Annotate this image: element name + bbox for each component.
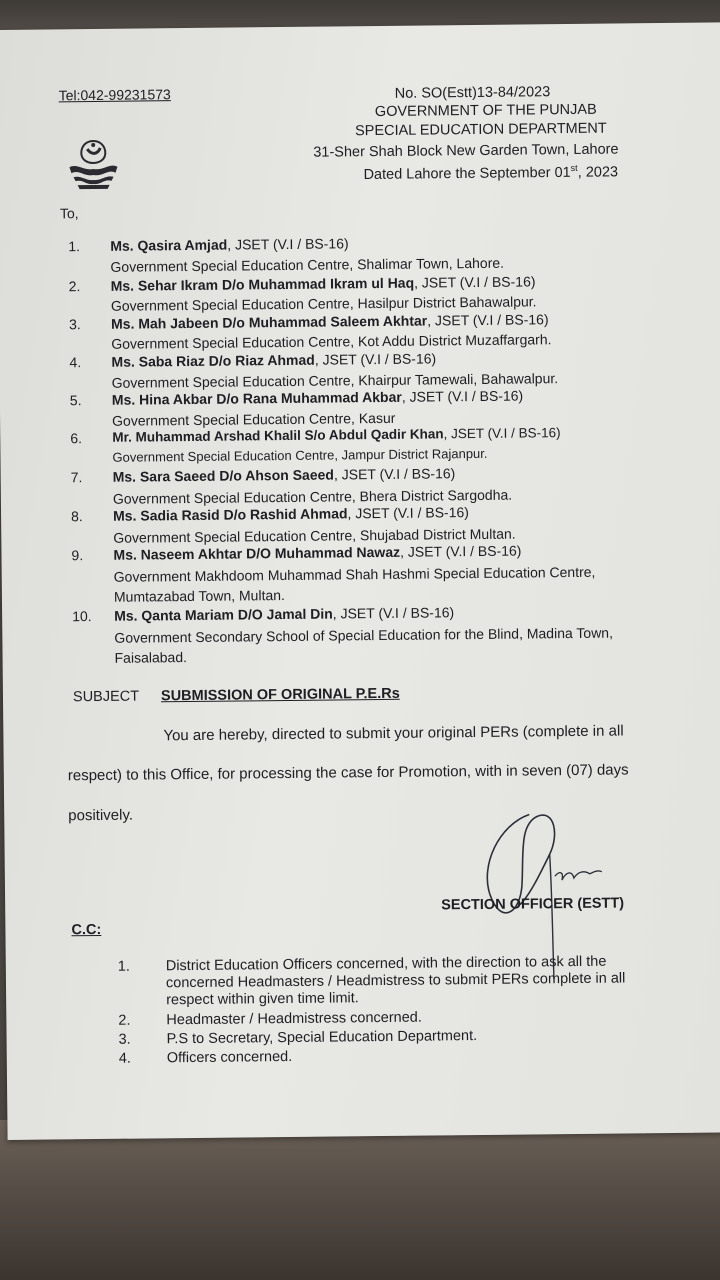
recipient-institution: Government Special Education Centre, Bhera District Sargodha. xyxy=(112,486,513,507)
cc-item: 2. Headmaster / Headmistress concerned. xyxy=(118,1009,422,1029)
recipient-name: Ms. Saba Riaz D/o Riaz Ahmad xyxy=(111,351,315,370)
recipient-institution: Government Special Education Centre, Hasilpur District Bahawalpur. xyxy=(110,293,537,314)
cc-item: 1. District Education Officers concerned, with the direction to ask all the concerned Headmasters / Headmistress to submit PERs complete in all respect within given time limit. xyxy=(117,953,626,1009)
recipient-item: 5. Ms. Hina Akbar D/o Rana Muhammad Akbar, JSET (V.I / BS-16) Government Special Education Centre, Kasur xyxy=(0,385,720,393)
letter-number: No. SO(Estt)13-84/2023 xyxy=(394,84,551,102)
recipient-name: Ms. Sehar Ikram D/o Muhammad Ikram ul Haq xyxy=(110,274,415,294)
cc-item: 4. Officers concerned. xyxy=(118,1048,293,1067)
body-line-2: respect) to this Office, for processing the case for Promotion, with in seven (07) days xyxy=(67,761,629,785)
letter-page xyxy=(0,22,720,1140)
telephone-number: Tel:042-99231573 xyxy=(58,86,171,104)
recipient-institution: Government Special Education Centre, Shujabad District Multan. xyxy=(113,525,516,546)
cc-item: 3. P.S to Secretary, Special Education Department. xyxy=(118,1028,478,1048)
section-officer-designation: SECTION OFFICER (ESTT) xyxy=(441,895,625,914)
recipient-name: Mr. Muhammad Arshad Khalil S/o Abdul Qadir Khan xyxy=(112,426,444,445)
recipient-name: Ms. Qanta Mariam D/O Jamal Din xyxy=(114,605,333,624)
recipient-item: 9. Ms. Naseem Akhtar D/O Muhammad Nawaz, JSET (V.I / BS-16) Government Makhdoom Muhammad Shah Hashmi Special Education Centre, Mumtazabad Town, Multan. xyxy=(1,540,720,548)
recipient-institution: Government Secondary School of Special Education for the Blind, Madina Town, Faisalabad. xyxy=(114,624,614,666)
background-bottom xyxy=(0,1120,720,1280)
recipient-name: Ms. Hina Akbar D/o Rana Muhammad Akbar xyxy=(111,388,402,408)
body-line-3: positively. xyxy=(68,806,134,825)
recipient-item: 1. Ms. Qasira Amjad, JSET (V.I / BS-16) Government Special Education Centre, Shalimar Town, Lahore. xyxy=(0,231,718,239)
subject-label: SUBJECT xyxy=(72,688,140,706)
department-heading: SPECIAL EDUCATION DEPARTMENT xyxy=(354,120,607,140)
recipient-name: Ms. Mah Jabeen D/o Muhammad Saleem Akhtar xyxy=(110,312,428,332)
recipient-item: 2. Ms. Sehar Ikram D/o Muhammad Ikram ul Haq, JSET (V.I / BS-16) Government Special Education Centre, Hasilpur District Bahawalpur. xyxy=(0,271,719,279)
cc-label: C.C: xyxy=(71,921,102,939)
recipient-name: Ms. Qasira Amjad xyxy=(110,236,228,254)
recipient-institution: Government Special Education Centre, Khairpur Tamewali, Bahawalpur. xyxy=(111,370,559,391)
body-line-1: You are hereby, directed to submit your original PERs (complete in all xyxy=(163,722,624,745)
recipient-item: 10. Ms. Qanta Mariam D/O Jamal Din, JSET (V.I / BS-16) Government Secondary School of Special Education for the Blind, Madina Town, Faisalabad. xyxy=(2,601,720,609)
punjab-emblem-icon xyxy=(63,137,124,194)
recipient-item: 8. Ms. Sadia Rasid D/o Rashid Ahmad, JSET (V.I / BS-16) Government Special Education Centre, Shujabad District Multan. xyxy=(1,501,720,509)
recipient-institution: Government Special Education Centre, Shalimar Town, Lahore. xyxy=(110,254,505,275)
recipient-item: 4. Ms. Saba Riaz D/o Riaz Ahmad, JSET (V.I / BS-16) Government Special Education Centre, Khairpur Tamewali, Bahawalpur. xyxy=(0,347,719,355)
recipient-item: 3. Ms. Mah Jabeen D/o Muhammad Saleem Akhtar, JSET (V.I / BS-16) Government Special Education Centre, Kot Addu District Muzaffargarh. xyxy=(0,309,719,317)
recipient-item: 6. Mr. Muhammad Arshad Khalil S/o Abdul Qadir Khan, JSET (V.I / BS-16) Government Special Education Centre, Jampur District Rajanpur. xyxy=(0,423,720,431)
department-address: 31-Sher Shah Block New Garden Town, Lahore xyxy=(313,141,619,161)
recipient-item: 7. Ms. Sara Saeed D/o Ahson Saeed, JSET (V.I / BS-16) Government Special Education Centre, Bhera District Sargodha. xyxy=(1,462,720,470)
subject-text: SUBMISSION OF ORIGINAL P.E.Rs xyxy=(160,685,400,705)
recipient-institution: Government Special Education Centre, Kot Addu District Muzaffargarh. xyxy=(111,331,552,352)
recipient-name: Ms. Sadia Rasid D/o Rashid Ahmad xyxy=(113,505,348,524)
recipient-institution: Government Makhdoom Muhammad Shah Hashmi Special Education Centre, Mumtazabad Town, Multan. xyxy=(113,563,596,605)
recipient-name: Ms. Sara Saeed D/o Ahson Saeed xyxy=(112,466,334,485)
to-label: To, xyxy=(59,205,79,222)
recipient-institution: Government Special Education Centre, Jampur District Rajanpur. xyxy=(112,445,488,465)
recipient-institution: Government Special Education Centre, Kasur xyxy=(112,409,396,429)
letter-date: Dated Lahore the September 01st, 2023 xyxy=(363,162,619,183)
recipient-name: Ms. Naseem Akhtar D/O Muhammad Nawaz xyxy=(113,543,401,563)
government-heading: GOVERNMENT OF THE PUNJAB xyxy=(374,101,597,121)
